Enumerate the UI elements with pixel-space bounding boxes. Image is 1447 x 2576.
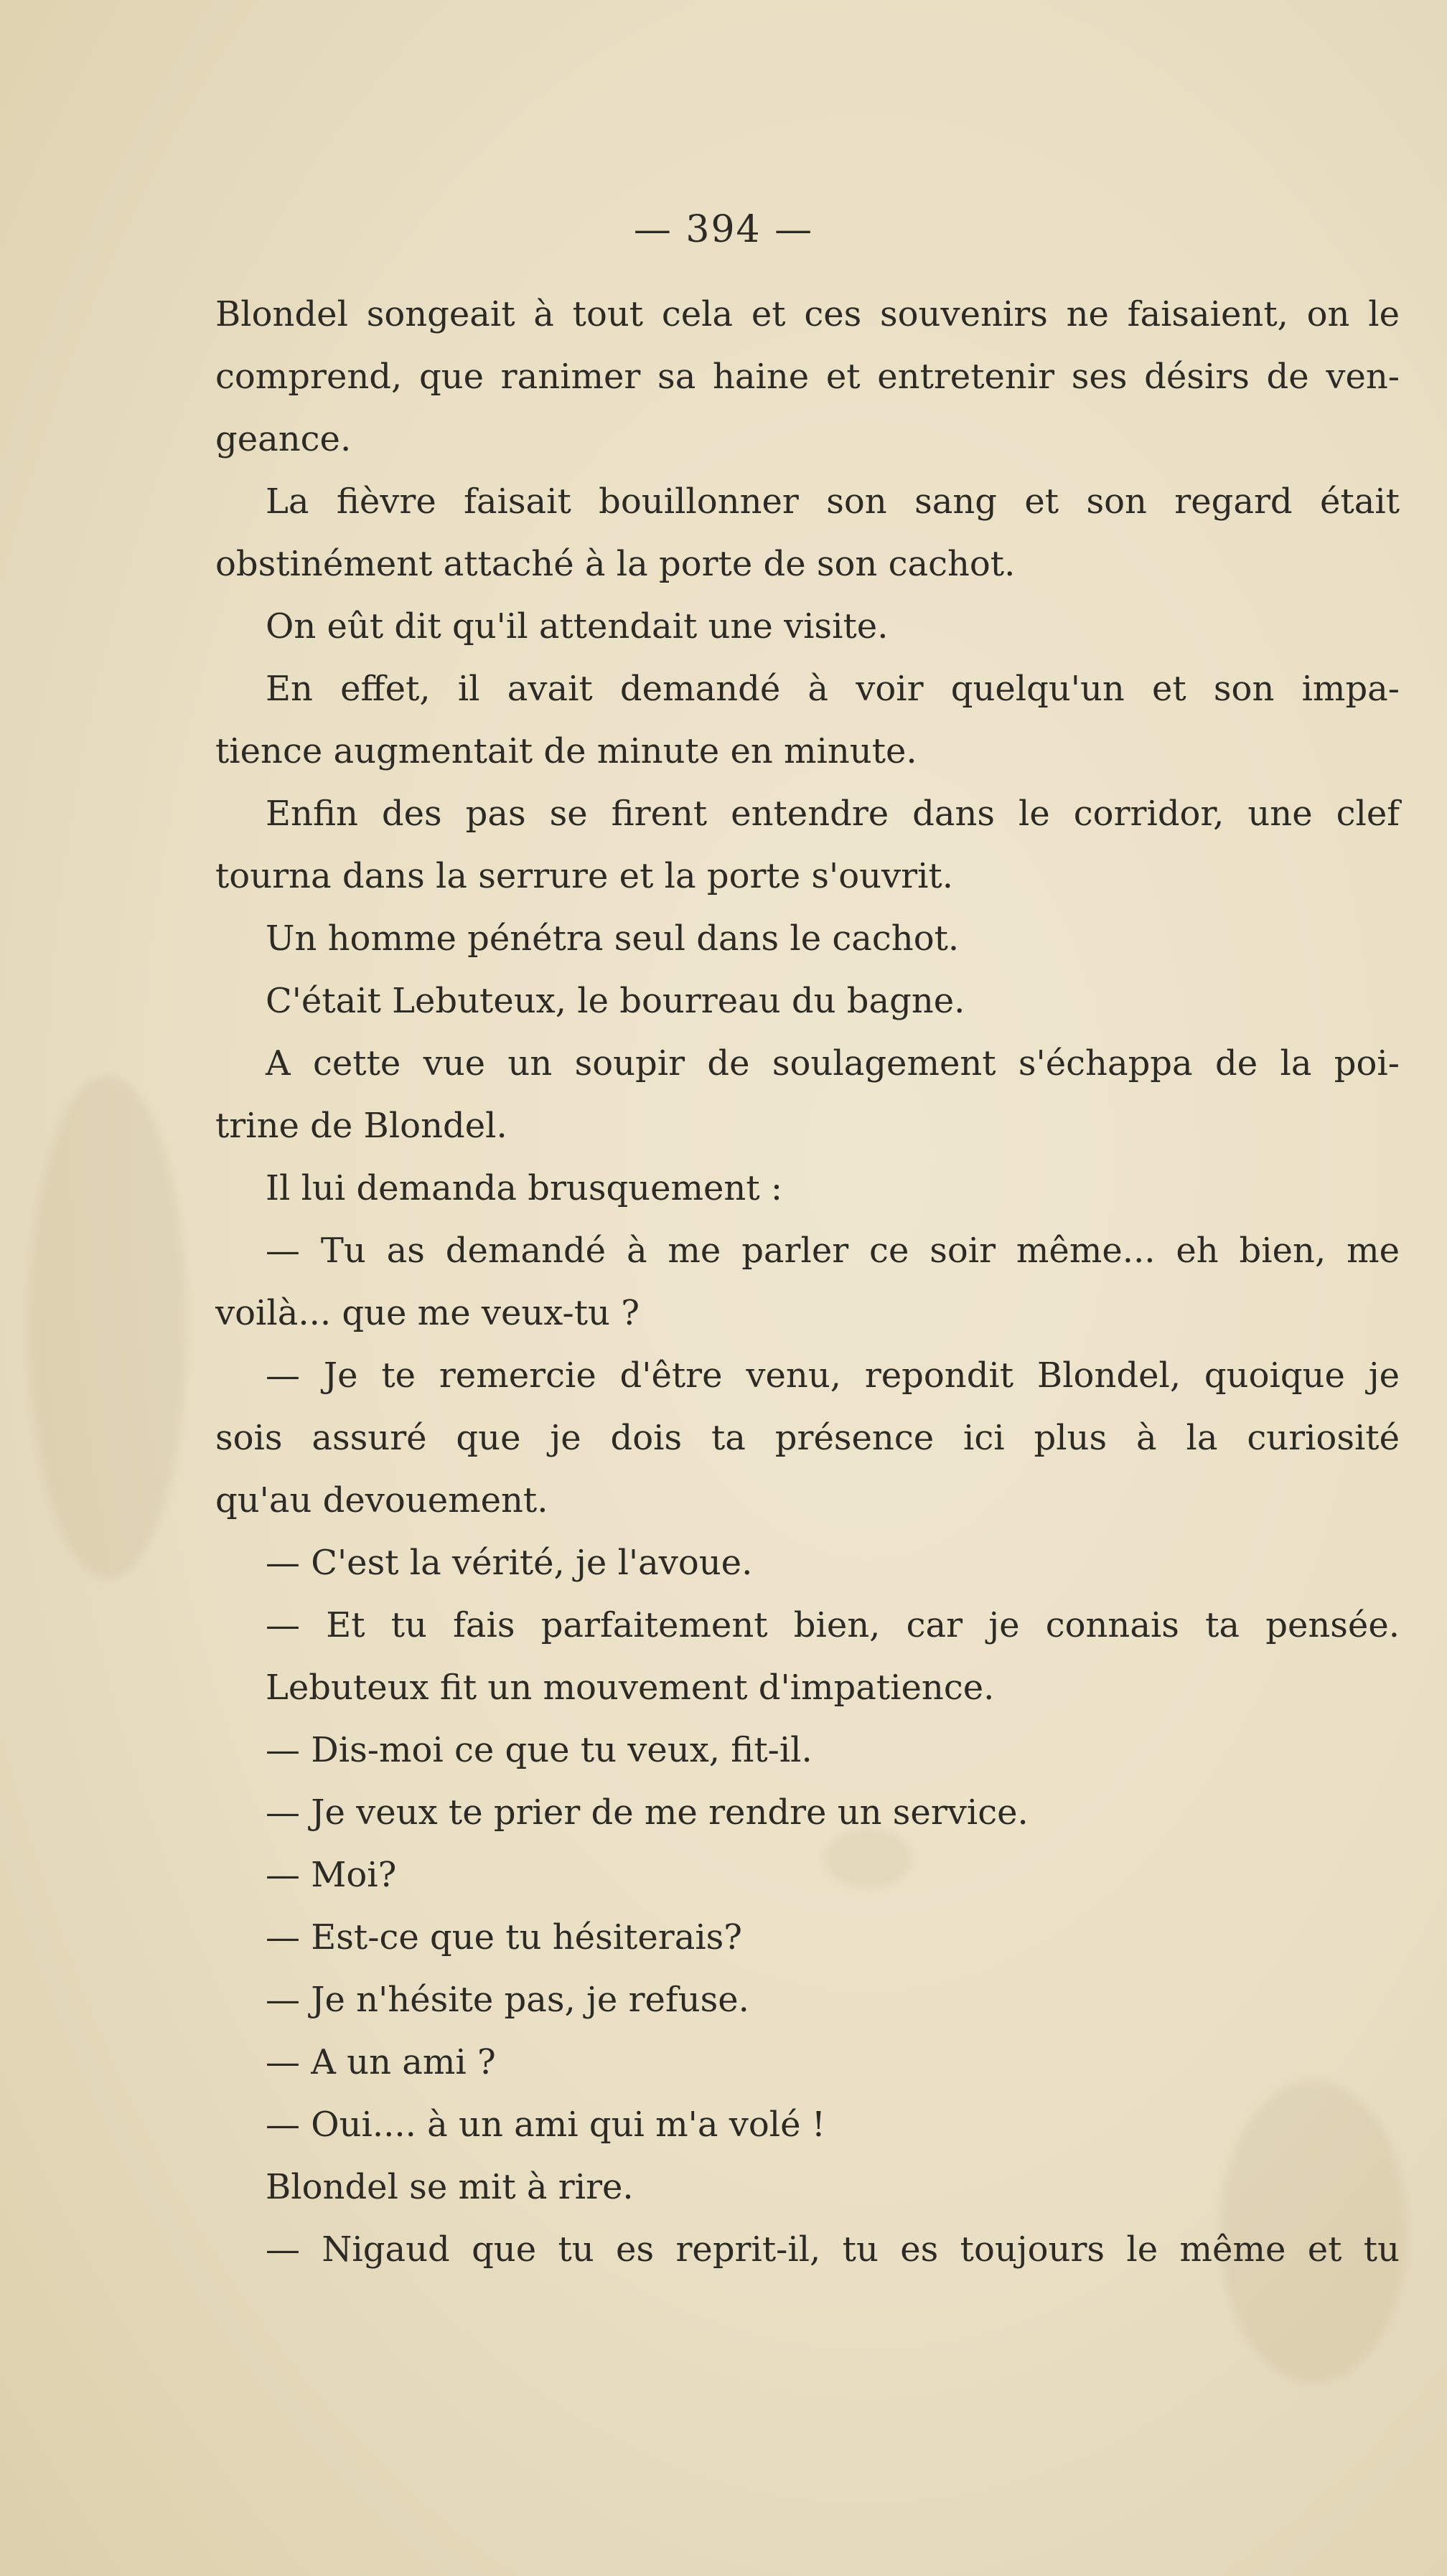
text-line: voilà... que me veux-tu ? — [215, 1293, 640, 1333]
paper-stain — [29, 1076, 187, 1579]
text-line: — Moi? — [266, 1855, 397, 1895]
text-line: obstinément attaché à la porte de son cachot. — [215, 544, 1016, 584]
text-line: — Je te remercie d'être venu, repondit Blondel, quoique je — [266, 1355, 1400, 1396]
text-line: On eût dit qu'il attendait une visite. — [266, 606, 889, 647]
text-line: Un homme pénétra seul dans le cachot. — [266, 918, 960, 959]
text-line: Enfin des pas se firent entendre dans le corridor, une clef — [266, 794, 1400, 834]
text-line: La fièvre faisait bouillonner son sang et son regard était — [266, 481, 1400, 522]
text-line: Blondel se mit à rire. — [266, 2167, 634, 2207]
text-line: — A un ami ? — [266, 2042, 496, 2082]
text-line: — Tu as demandé à me parler ce soir même... eh bien, me — [266, 1231, 1400, 1271]
text-line: geance. — [215, 419, 352, 459]
text-line: tience augmentait de minute en minute. — [215, 731, 917, 771]
body-text — [215, 283, 1400, 2281]
text-line: — Et tu fais parfaitement bien, car je connais ta pensée. — [266, 1605, 1400, 1645]
text-line: — Dis-moi ce que tu veux, fit-il. — [266, 1730, 813, 1770]
text-line: En effet, il avait demandé à voir quelqu'un et son impa- — [266, 669, 1400, 709]
text-line: A cette vue un soupir de soulagement s'échappa de la poi- — [266, 1043, 1400, 1083]
text-line: — Nigaud que tu es reprit-il, tu es toujours le même et tu — [266, 2229, 1400, 2270]
text-line: qu'au devouement. — [215, 1480, 548, 1520]
text-line: tourna dans la serrure et la porte s'ouvrit. — [215, 856, 953, 896]
text-line: — Oui.... à un ami qui m'a volé ! — [266, 2105, 826, 2145]
text-line: trine de Blondel. — [215, 1106, 507, 1146]
text-line: Blondel songeait à tout cela et ces souvenirs ne faisaient, on le — [215, 294, 1400, 334]
text-line: — C'est la vérité, je l'avoue. — [266, 1543, 753, 1583]
text-line: sois assuré que je dois ta présence ici plus à la curiosité — [215, 1418, 1400, 1458]
text-line: C'était Lebuteux, le bourreau du bagne. — [266, 981, 965, 1021]
text-line: — Est-ce que tu hésiterais? — [266, 1917, 743, 1957]
text-line: Lebuteux fit un mouvement d'impatience. — [266, 1668, 995, 1708]
text-line: — Je veux te prier de me rendre un service. — [266, 1792, 1029, 1833]
text-line: Il lui demanda brusquement : — [266, 1168, 783, 1208]
text-line: comprend, que ranimer sa haine et entretenir ses désirs de ven- — [215, 357, 1400, 397]
text-line: — Je n'hésite pas, je refuse. — [266, 1980, 749, 2020]
page-number: — 394 — — [633, 208, 814, 251]
